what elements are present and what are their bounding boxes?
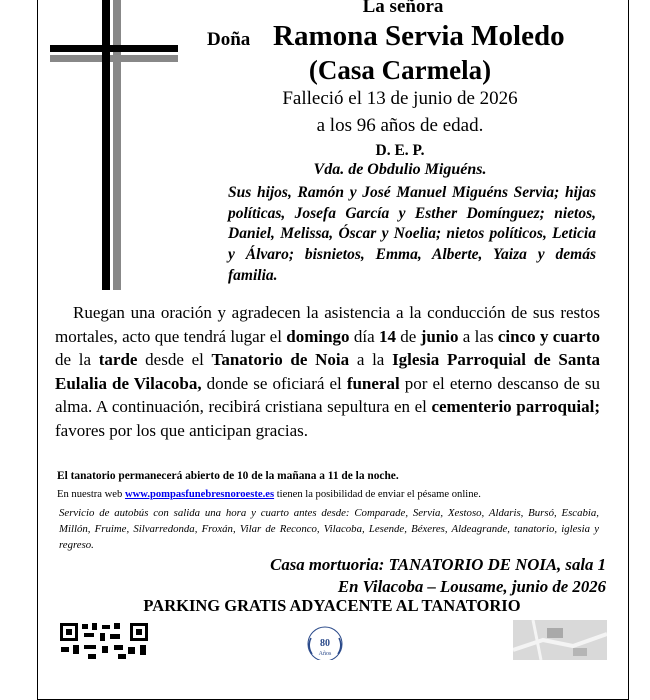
body-text: favores por los que anticipan gracias. [55,420,309,440]
place-date: En Vilacoba – Lousame, junio de 2026 [337,577,606,596]
la-senora-label: La señora [362,0,444,17]
web-pre-text: En nuestra web [57,489,125,500]
web-post-text: tienen la posibilidad de enviar el pésame online. [274,489,481,500]
main-paragraph [55,301,600,443]
dona-label: Doña [207,29,251,50]
body-text: desde el [137,350,212,370]
casa-mortuoria: Casa mortuoria: TANATORIO DE NOIA, sala 1 [270,555,606,574]
website-link[interactable]: www.pompasfunebresnoroeste.es [124,489,275,500]
body-text: de la [55,350,99,370]
widow-line: Vda. de Obdulio Miguéns. [313,161,487,178]
death-date: Falleció el 13 de junio de 2026 [282,88,518,109]
parking-notice: PARKING GRATIS ADYACENTE AL TANATORIO [143,596,521,615]
deceased-alias: (Casa Carmela) [308,55,492,85]
bus-service [59,505,599,553]
body-bold-month: junio [420,326,459,346]
tanatorio-hours: El tanatorio permanecerá abierto de 10 de la mañana a 11 de la noche. [57,470,399,482]
body-bold-day: domingo [286,326,350,346]
seal-number: 80 [320,638,330,649]
dep-line: D. E. P. [375,142,425,159]
body-bold-funeral: funeral [346,373,400,393]
body-bold-date: 14 [378,326,396,346]
body-bold-time: cinco y cuarto [497,326,601,346]
bus-service-text: Servicio de autobús con salida una hora y cuarto antes desde: Comparade, Servia, Xestoso, Aldaris, Bursó, Escabia, Millón, Fruime, Silvarredonda, Froxán, Vilar de Reconco, Vilacoba, Lesende, Béxeres, Aldeagrande, tanatorio, iglesia y regreso. [59,507,599,551]
qr-code-icon[interactable] [58,621,150,661]
body-text: Ruegan una oración y agradecen la asistencia a la conducción de sus restos mortales, acto que tendrá lugar el [55,303,600,346]
survivors-text [228,183,596,287]
body-text: a la [349,350,393,370]
body-text: a las [458,326,498,346]
anniversary-seal-icon [303,624,347,660]
map-thumbnail-icon[interactable] [513,620,607,660]
cross-icon [50,0,178,290]
body-text: por el eterno descanso de su alma. A continuación, recibirá cristiana sepultura en el [55,373,600,417]
body-text: día [349,326,379,346]
body-text: de [395,326,421,346]
seal-word: Años [318,651,332,657]
body-bold-cemetery: cementerio parroquial; [431,397,601,417]
survivors-paragraph: Sus hijos, Ramón y José Manuel Miguéns Servia; hijas políticas, Josefa García y Esther Domínguez; nietos, Daniel, Melissa, Óscar y Noelia; nietos políticos, Leticia y Álvaro; bisnietos, Emma, Alberte, Yaiza y demás familia. [228,184,596,284]
body-bold-tarde: tarde [98,350,138,370]
deceased-name: Ramona Servia Moledo [273,20,565,52]
body-text: donde se oficiará el [201,373,347,393]
web-line [57,489,481,500]
body-bold-tanatorio: Tanatorio de Noia [211,350,350,370]
age-line: a los 96 años de edad. [316,115,484,136]
body-bold-church: Iglesia Parroquial de Santa Eulalia de Vilacoba, [55,350,600,393]
